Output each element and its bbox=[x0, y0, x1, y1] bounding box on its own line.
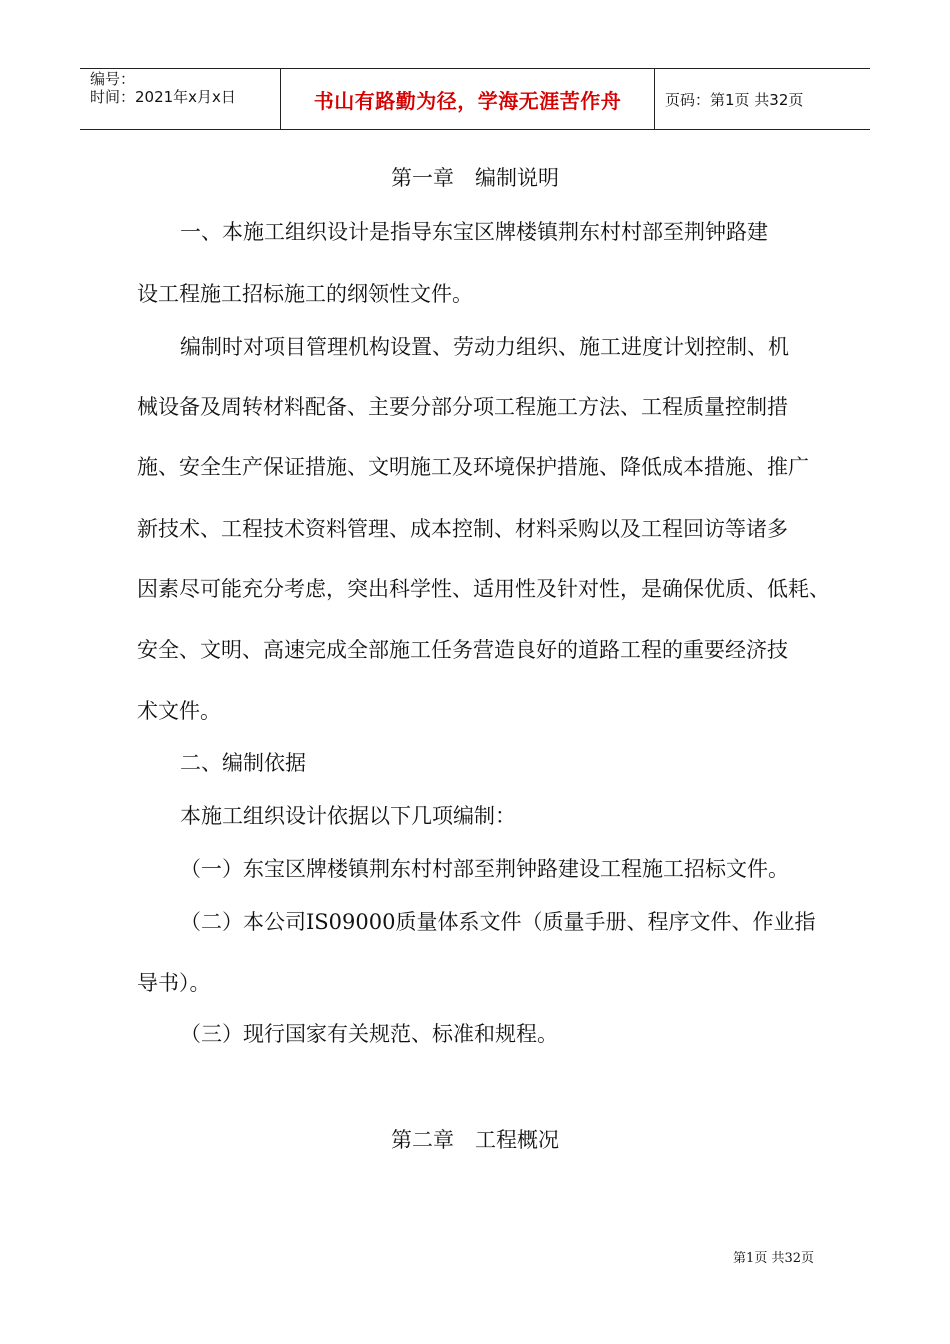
page-header bbox=[80, 68, 870, 130]
section2-title: 二、编制依据 bbox=[180, 751, 306, 775]
basis-item-2-line1: （二）本公司IS09000质量体系文件（质量手册、程序文件、作业指 bbox=[180, 910, 816, 934]
chapter1-title: 第一章 编制说明 bbox=[391, 166, 559, 190]
header-motto: 书山有路勤为径，学海无涯苦作舟 bbox=[281, 69, 655, 129]
p2-line5: 因素尽可能充分考虑，突出科学性、适用性及针对性，是确保优质、低耗、 bbox=[137, 577, 830, 601]
p2-line2: 械设备及周转材料配备、主要分部分项工程施工方法、工程质量控制措 bbox=[137, 395, 788, 419]
basis-item-3: （三）现行国家有关规范、标准和规程。 bbox=[180, 1022, 558, 1046]
header-meta-cell bbox=[80, 69, 281, 129]
p2-line7: 术文件。 bbox=[137, 699, 221, 723]
basis-item-2-line2: 导书）。 bbox=[137, 971, 211, 995]
p2-line3: 施、安全生产保证措施、文明施工及环境保护措施、降低成本措施、推广 bbox=[137, 455, 809, 479]
p1-line1: 一、本施工组织设计是指导东宝区牌楼镇荆东村村部至荆钟路建 bbox=[180, 220, 768, 244]
section2-intro: 本施工组织设计依据以下几项编制： bbox=[180, 804, 516, 828]
p2-line4: 新技术、工程技术资料管理、成本控制、材料采购以及工程回访等诸多 bbox=[137, 517, 788, 541]
page-footer: 第1页 共32页 bbox=[733, 1251, 814, 1266]
chapter2-title: 第二章 工程概况 bbox=[391, 1128, 559, 1152]
p2-line6: 安全、文明、高速完成全部施工任务营造良好的道路工程的重要经济技 bbox=[137, 638, 788, 662]
basis-item-1: （一）东宝区牌楼镇荆东村村部至荆钟路建设工程施工招标文件。 bbox=[180, 857, 789, 881]
p2-line1: 编制时对项目管理机构设置、劳动力组织、施工进度计划控制、机 bbox=[180, 335, 789, 359]
document-time-label: 时间：2021年x月x日 bbox=[90, 88, 236, 106]
p1-line2: 设工程施工招标施工的纲领性文件。 bbox=[137, 282, 473, 306]
document-number-label: 编号： bbox=[90, 70, 136, 88]
header-page-info: 页码：第1页 共32页 bbox=[665, 90, 804, 109]
